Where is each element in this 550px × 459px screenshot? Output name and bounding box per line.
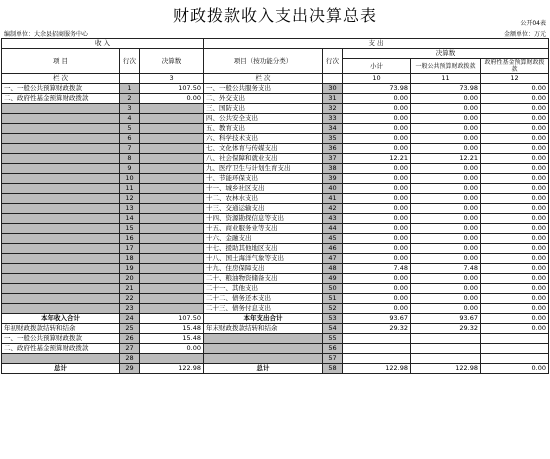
expense-line-cell: 46: [323, 244, 343, 254]
income-final-cell: [140, 234, 204, 244]
expense-item-cell: 四、公共安全支出: [204, 114, 323, 124]
col-index-11: 11: [411, 74, 481, 84]
table-row: [2, 204, 549, 214]
general-budget-cell: 73.98: [411, 84, 481, 94]
expense-line-cell: 51: [323, 294, 343, 304]
income-final-cell: [140, 274, 204, 284]
income-line-cell: 22: [120, 294, 140, 304]
expense-line-cell: 45: [323, 234, 343, 244]
general-budget-cell: 0.00: [411, 164, 481, 174]
expense-item-cell: 二、外交支出: [204, 94, 323, 104]
fund-budget-cell: 0.00: [481, 264, 549, 274]
table-row: [2, 114, 549, 124]
expense-item-cell: [204, 334, 323, 344]
fund-budget-cell: 0.00: [481, 364, 549, 374]
expense-line-cell: 39: [323, 174, 343, 184]
subtotal-cell: 0.00: [343, 194, 411, 204]
expense-item-cell: 十一、城乡社区支出: [204, 184, 323, 194]
fund-budget-cell: [481, 354, 549, 364]
expense-line-cell: 58: [323, 364, 343, 374]
income-line-cell: 27: [120, 344, 140, 354]
income-final-cell: [140, 164, 204, 174]
income-final-cell: [140, 174, 204, 184]
general-budget-cell: 0.00: [411, 254, 481, 264]
income-final-cell: [140, 294, 204, 304]
subtotal-cell: [343, 354, 411, 364]
income-final-cell: [140, 214, 204, 224]
subtotal-cell: 73.98: [343, 84, 411, 94]
fund-budget-cell: 0.00: [481, 324, 549, 334]
income-line-cell: 24: [120, 314, 140, 324]
expense-item-cell: 三、国防支出: [204, 104, 323, 114]
expense-item-cell: 九、医疗卫生与计划生育支出: [204, 164, 323, 174]
expense-item-cell: 十八、国土海洋气象等支出: [204, 254, 323, 264]
general-budget-header: 一般公共预算财政拨款: [411, 59, 481, 74]
general-budget-cell: 0.00: [411, 194, 481, 204]
table-row: [2, 144, 549, 154]
subtotal-cell: 0.00: [343, 184, 411, 194]
subtotal-cell: 12.21: [343, 154, 411, 164]
income-item-cell: [2, 134, 120, 144]
table-row: [2, 224, 549, 234]
income-line-cell: 11: [120, 184, 140, 194]
expense-item-header: 项目（按功能分类）: [204, 49, 323, 74]
expense-item-cell: [204, 344, 323, 354]
income-line-cell: 23: [120, 304, 140, 314]
general-budget-cell: [411, 334, 481, 344]
income-item-cell: 一、一般公共预算财政拨款: [2, 334, 120, 344]
income-item-cell: [2, 234, 120, 244]
income-line-cell: 15: [120, 224, 140, 234]
general-budget-cell: 0.00: [411, 244, 481, 254]
expense-item-cell: 总计: [204, 364, 323, 374]
general-budget-cell: 12.21: [411, 154, 481, 164]
general-budget-cell: 29.32: [411, 324, 481, 334]
income-final-cell: [140, 224, 204, 234]
expense-item-cell: 十九、住房保障支出: [204, 264, 323, 274]
index-blank: [120, 74, 140, 84]
subtotal-cell: 0.00: [343, 134, 411, 144]
column-index-row: [2, 74, 549, 84]
income-final-cell: [140, 104, 204, 114]
table-row: [2, 304, 549, 314]
income-final-cell: [140, 124, 204, 134]
table-row: [2, 234, 549, 244]
fund-budget-cell: 0.00: [481, 174, 549, 184]
subtotal-cell: 0.00: [343, 274, 411, 284]
income-item-cell: 二、政府性基金预算财政拨款: [2, 344, 120, 354]
general-budget-cell: 0.00: [411, 134, 481, 144]
income-item-cell: [2, 284, 120, 294]
subtotal-cell: 93.67: [343, 314, 411, 324]
subtotal-cell: 0.00: [343, 94, 411, 104]
expense-item-cell: 十五、商业服务业等支出: [204, 224, 323, 234]
table-row: [2, 364, 549, 374]
table-row: [2, 324, 549, 334]
income-line-cell: 2: [120, 94, 140, 104]
income-line-cell: 26: [120, 334, 140, 344]
income-line-cell: 29: [120, 364, 140, 374]
general-budget-cell: 0.00: [411, 184, 481, 194]
subtotal-cell: 0.00: [343, 164, 411, 174]
fund-budget-cell: 0.00: [481, 184, 549, 194]
expense-item-cell: 八、社会保障和就业支出: [204, 154, 323, 164]
table-row: [2, 244, 549, 254]
table-row: [2, 94, 549, 104]
expense-line-header: 行次: [323, 49, 343, 74]
income-line-cell: 3: [120, 104, 140, 114]
expense-line-cell: 57: [323, 354, 343, 364]
amount-unit: 金额单位：万元: [503, 31, 546, 38]
expense-group-header: 支 出: [204, 39, 549, 49]
lan-ci-label: 栏 次: [204, 74, 323, 84]
general-budget-cell: 0.00: [411, 224, 481, 234]
form-number: 公开04表: [520, 20, 546, 27]
fund-budget-cell: 0.00: [481, 104, 549, 114]
fund-budget-cell: 0.00: [481, 194, 549, 204]
income-item-cell: 年初财政拨款结转和结余: [2, 324, 120, 334]
income-final-cell: 15.48: [140, 334, 204, 344]
index-blank: [323, 74, 343, 84]
subtotal-cell: 0.00: [343, 254, 411, 264]
subtotal-cell: 0.00: [343, 114, 411, 124]
table-row: [2, 84, 549, 94]
expense-line-cell: 34: [323, 124, 343, 134]
income-item-cell: [2, 354, 120, 364]
expense-item-cell: 二十二、债务还本支出: [204, 294, 323, 304]
income-line-cell: 8: [120, 154, 140, 164]
general-budget-cell: 0.00: [411, 104, 481, 114]
income-final-cell: [140, 134, 204, 144]
income-item-cell: [2, 204, 120, 214]
expense-line-cell: 44: [323, 224, 343, 234]
general-budget-cell: 0.00: [411, 124, 481, 134]
income-final-cell: [140, 304, 204, 314]
income-line-cell: 14: [120, 214, 140, 224]
general-budget-cell: 0.00: [411, 234, 481, 244]
income-final-cell: 0.00: [140, 344, 204, 354]
fund-budget-cell: 0.00: [481, 134, 549, 144]
expense-item-cell: 十七、援助其他地区支出: [204, 244, 323, 254]
expense-line-cell: 31: [323, 94, 343, 104]
general-budget-cell: [411, 344, 481, 354]
fund-budget-cell: 0.00: [481, 144, 549, 154]
general-budget-cell: 0.00: [411, 114, 481, 124]
income-line-cell: 1: [120, 84, 140, 94]
table-row: [2, 274, 549, 284]
group-header-row: [2, 39, 549, 49]
subtotal-cell: 0.00: [343, 174, 411, 184]
income-item-cell: 本年收入合计: [2, 314, 120, 324]
subtotal-cell: [343, 334, 411, 344]
fund-budget-cell: [481, 334, 549, 344]
income-line-cell: 7: [120, 144, 140, 154]
income-item-cell: [2, 154, 120, 164]
income-item-cell: 总计: [2, 364, 120, 374]
fund-budget-cell: 0.00: [481, 304, 549, 314]
table-row: [2, 124, 549, 134]
income-item-cell: [2, 124, 120, 134]
income-line-cell: 5: [120, 124, 140, 134]
expense-item-cell: 十二、农林水支出: [204, 194, 323, 204]
income-item-header: 项 目: [2, 49, 120, 74]
subtotal-cell: 0.00: [343, 204, 411, 214]
expense-line-cell: 36: [323, 144, 343, 154]
income-final-cell: [140, 114, 204, 124]
table-row: [2, 134, 549, 144]
income-item-cell: [2, 144, 120, 154]
income-item-cell: [2, 254, 120, 264]
income-item-cell: [2, 114, 120, 124]
general-budget-cell: 0.00: [411, 294, 481, 304]
col-index-12: 12: [481, 74, 549, 84]
income-line-cell: 16: [120, 234, 140, 244]
expense-line-cell: 37: [323, 154, 343, 164]
expense-item-cell: 二十、粮油物资储备支出: [204, 274, 323, 284]
general-budget-cell: 0.00: [411, 284, 481, 294]
table-row: [2, 354, 549, 364]
income-final-cell: 0.00: [140, 94, 204, 104]
fund-budget-cell: 0.00: [481, 94, 549, 104]
expense-line-cell: 48: [323, 264, 343, 274]
income-final-header: 决算数: [140, 49, 204, 74]
expense-line-cell: 30: [323, 84, 343, 94]
income-final-cell: [140, 354, 204, 364]
income-final-cell: 107.50: [140, 314, 204, 324]
lan-ci-label: 栏 次: [2, 74, 120, 84]
table-row: [2, 104, 549, 114]
general-budget-cell: 0.00: [411, 304, 481, 314]
general-budget-cell: 122.98: [411, 364, 481, 374]
fund-budget-cell: 0.00: [481, 204, 549, 214]
income-line-cell: 28: [120, 354, 140, 364]
table-row: [2, 154, 549, 164]
expense-item-cell: 十、节能环保支出: [204, 174, 323, 184]
income-item-cell: [2, 184, 120, 194]
fund-budget-cell: 0.00: [481, 284, 549, 294]
income-line-cell: 9: [120, 164, 140, 174]
income-item-cell: 二、政府性基金预算财政拨款: [2, 94, 120, 104]
expense-line-cell: 55: [323, 334, 343, 344]
fund-budget-cell: 0.00: [481, 214, 549, 224]
expense-line-cell: 40: [323, 184, 343, 194]
table-row: [2, 194, 549, 204]
table-row: [2, 284, 549, 294]
expense-item-cell: 二十三、债务付息支出: [204, 304, 323, 314]
income-final-cell: [140, 154, 204, 164]
income-final-cell: [140, 184, 204, 194]
income-final-cell: [140, 144, 204, 154]
income-line-cell: 4: [120, 114, 140, 124]
income-line-cell: 12: [120, 194, 140, 204]
subtotal-cell: 0.00: [343, 304, 411, 314]
income-final-cell: 122.98: [140, 364, 204, 374]
income-item-cell: [2, 294, 120, 304]
col-index-3: 3: [140, 74, 204, 84]
subtotal-cell: 0.00: [343, 144, 411, 154]
income-line-cell: 21: [120, 284, 140, 294]
fund-budget-cell: 0.00: [481, 274, 549, 284]
subtotal-cell: 0.00: [343, 294, 411, 304]
subtotal-header: 小计: [343, 59, 411, 74]
subtotal-cell: 0.00: [343, 104, 411, 114]
income-group-header: 收 入: [2, 39, 204, 49]
expense-item-cell: 一、一般公共服务支出: [204, 84, 323, 94]
fund-budget-cell: [481, 344, 549, 354]
final-group-header: 决算数: [343, 49, 549, 59]
fund-budget-cell: 0.00: [481, 114, 549, 124]
table-row: [2, 184, 549, 194]
expense-line-cell: 38: [323, 164, 343, 174]
subtotal-cell: 122.98: [343, 364, 411, 374]
table-row: [2, 344, 549, 354]
col-index-10: 10: [343, 74, 411, 84]
expense-line-cell: 49: [323, 274, 343, 284]
income-final-cell: [140, 264, 204, 274]
expense-item-cell: 五、教育支出: [204, 124, 323, 134]
expense-item-cell: 十四、资源勘探信息等支出: [204, 214, 323, 224]
general-budget-cell: 7.48: [411, 264, 481, 274]
fund-budget-cell: 0.00: [481, 124, 549, 134]
subtotal-cell: 0.00: [343, 284, 411, 294]
income-item-cell: [2, 274, 120, 284]
fund-budget-cell: 0.00: [481, 244, 549, 254]
expense-item-cell: 年末财政拨款结转和结余: [204, 324, 323, 334]
expense-item-cell: 六、科学技术支出: [204, 134, 323, 144]
expense-line-cell: 32: [323, 104, 343, 114]
expense-line-cell: 47: [323, 254, 343, 264]
fund-budget-cell: 0.00: [481, 234, 549, 244]
subtotal-cell: 7.48: [343, 264, 411, 274]
expense-line-cell: 33: [323, 114, 343, 124]
income-item-cell: [2, 164, 120, 174]
table-row: [2, 264, 549, 274]
general-budget-cell: 0.00: [411, 144, 481, 154]
income-line-cell: 17: [120, 244, 140, 254]
income-item-cell: 一、一般公共预算财政拨款: [2, 84, 120, 94]
income-final-cell: [140, 254, 204, 264]
fund-budget-header: 政府性基金预算财政拨款: [481, 59, 549, 74]
income-final-cell: [140, 244, 204, 254]
general-budget-cell: 0.00: [411, 214, 481, 224]
income-item-cell: [2, 264, 120, 274]
income-line-cell: 10: [120, 174, 140, 184]
income-line-cell: 20: [120, 274, 140, 284]
income-final-cell: [140, 194, 204, 204]
expense-item-cell: 十六、金融支出: [204, 234, 323, 244]
income-item-cell: [2, 214, 120, 224]
income-final-cell: 107.50: [140, 84, 204, 94]
income-line-cell: 13: [120, 204, 140, 214]
expense-line-cell: 43: [323, 214, 343, 224]
general-budget-cell: 0.00: [411, 94, 481, 104]
income-item-cell: [2, 244, 120, 254]
income-final-cell: [140, 204, 204, 214]
subtotal-cell: [343, 344, 411, 354]
table-row: [2, 214, 549, 224]
subtotal-cell: 0.00: [343, 124, 411, 134]
income-final-cell: 15.48: [140, 324, 204, 334]
expense-line-cell: 42: [323, 204, 343, 214]
expense-item-cell: 本年支出合计: [204, 314, 323, 324]
subtotal-cell: 29.32: [343, 324, 411, 334]
general-budget-cell: 93.67: [411, 314, 481, 324]
column-header-row: [2, 49, 549, 59]
income-line-cell: 18: [120, 254, 140, 264]
expense-line-cell: 56: [323, 344, 343, 354]
income-line-cell: 25: [120, 324, 140, 334]
budget-table: [1, 38, 549, 374]
table-row: [2, 314, 549, 324]
fund-budget-cell: 0.00: [481, 84, 549, 94]
fund-budget-cell: 0.00: [481, 154, 549, 164]
expense-item-cell: [204, 354, 323, 364]
expense-line-cell: 41: [323, 194, 343, 204]
table-row: [2, 164, 549, 174]
expense-line-cell: 35: [323, 134, 343, 144]
subtotal-cell: 0.00: [343, 224, 411, 234]
income-item-cell: [2, 104, 120, 114]
fund-budget-cell: 0.00: [481, 164, 549, 174]
table-row: [2, 174, 549, 184]
subtotal-cell: 0.00: [343, 244, 411, 254]
subtotal-cell: 0.00: [343, 234, 411, 244]
expense-line-cell: 53: [323, 314, 343, 324]
income-line-header: 行次: [120, 49, 140, 74]
general-budget-cell: 0.00: [411, 174, 481, 184]
table-row: [2, 254, 549, 264]
income-line-cell: 19: [120, 264, 140, 274]
page-title: 财政拨款收入支出决算总表: [172, 6, 377, 25]
fund-budget-cell: 0.00: [481, 294, 549, 304]
income-item-cell: [2, 174, 120, 184]
table-row: [2, 294, 549, 304]
subtotal-cell: 0.00: [343, 214, 411, 224]
income-item-cell: [2, 194, 120, 204]
income-item-cell: [2, 304, 120, 314]
expense-item-cell: 七、文化体育与传媒支出: [204, 144, 323, 154]
general-budget-cell: 0.00: [411, 204, 481, 214]
general-budget-cell: [411, 354, 481, 364]
expense-line-cell: 52: [323, 304, 343, 314]
income-item-cell: [2, 224, 120, 234]
fund-budget-cell: 0.00: [481, 254, 549, 264]
income-line-cell: 6: [120, 134, 140, 144]
expense-item-cell: 十三、交通运输支出: [204, 204, 323, 214]
fund-budget-cell: 0.00: [481, 314, 549, 324]
general-budget-cell: 0.00: [411, 274, 481, 284]
income-final-cell: [140, 284, 204, 294]
compiling-unit: 编制单位：大余县招商服务中心: [4, 31, 89, 38]
expense-item-cell: 二十一、其他支出: [204, 284, 323, 294]
table-row: [2, 334, 549, 344]
fund-budget-cell: 0.00: [481, 224, 549, 234]
expense-line-cell: 54: [323, 324, 343, 334]
expense-line-cell: 50: [323, 284, 343, 294]
